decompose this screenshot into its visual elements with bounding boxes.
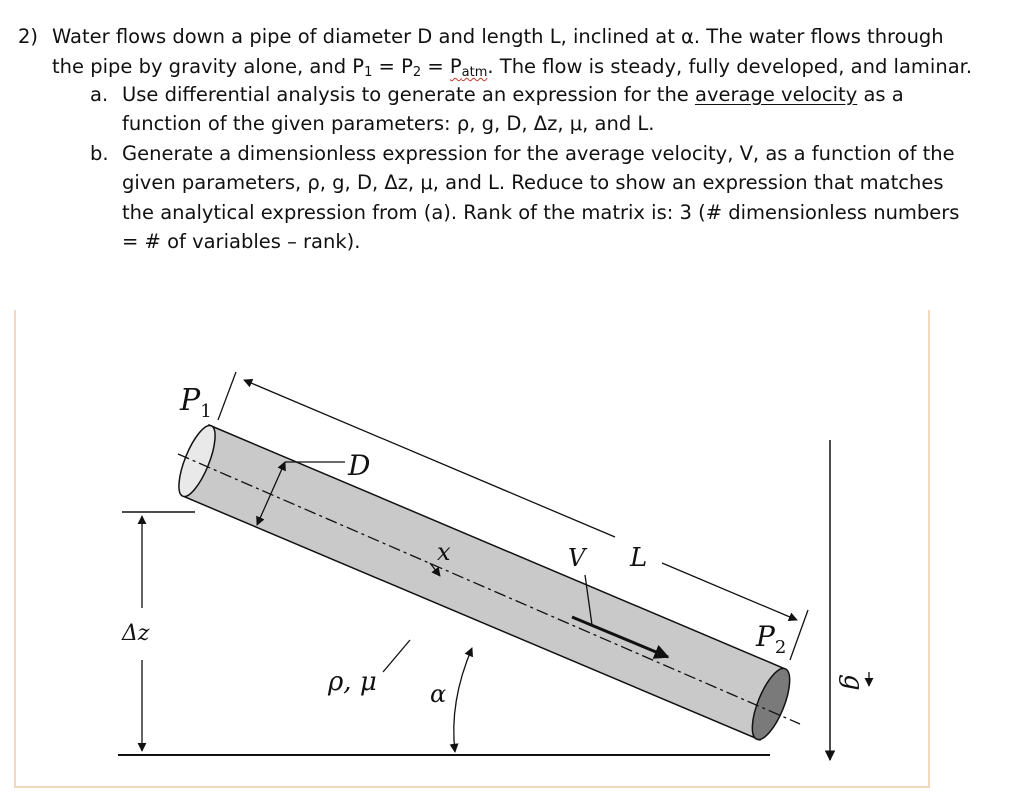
label-diameter: D (348, 449, 371, 482)
part-b-line-3: the analytical expression from (a). Rank of the matrix is: 3 (# dimensionless numbers (122, 201, 960, 224)
part-a-line-1-pre: Use differential analysis to generate an expression for the (122, 83, 695, 106)
label-x: x (437, 538, 451, 566)
label-delta-z: Δz (122, 621, 150, 646)
extension-line-left (218, 372, 236, 420)
part-b-line-1: Generate a dimensionless expression for the average velocity, V, as a function of the (122, 142, 955, 165)
patm-p: P (449, 55, 462, 78)
svg-text:g: g (838, 674, 868, 691)
alpha-arc (454, 648, 472, 752)
problem-line-1-text: Water flows down a pipe of diameter D and length L, inclined at α. The water flows through (52, 25, 944, 48)
patm-subscript: atm (461, 65, 488, 80)
label-alpha: α (430, 680, 447, 708)
part-b-line-2: given parameters, ρ, g, D, Δz, μ, and L. Reduce to show an expression that matches (122, 171, 944, 194)
problem-line-2-mid: = P (372, 55, 413, 78)
label-rho-mu: ρ, μ (328, 667, 377, 697)
label-p2: $P_2$ (756, 620, 787, 658)
problem-number: 2) (18, 25, 39, 48)
p1-subscript: 1 (364, 65, 373, 80)
pipe-centerline (178, 454, 800, 724)
problem-line-2-eq: = (421, 55, 450, 78)
pipe-body (185, 425, 783, 740)
part-a-label: a. (90, 83, 109, 106)
part-a-line-2: function of the given parameters: ρ, g, D, Δz, μ, and L. (122, 112, 655, 135)
label-length: L (630, 543, 648, 573)
part-b-line-4: = # of variables – rank). (122, 230, 361, 253)
part-b-label: b. (90, 142, 109, 165)
label-velocity: V (568, 544, 586, 572)
length-dimension-right (662, 563, 797, 620)
label-gravity (838, 672, 869, 691)
p2-subscript: 2 (412, 65, 422, 80)
part-a-line-1-post: as a (857, 83, 904, 106)
average-velocity-underlined: average velocity (695, 83, 858, 106)
problem-line-2-post: . The flow is steady, fully developed, and laminar. (487, 55, 973, 78)
label-p1: $P_1$ (180, 383, 212, 422)
problem-line-2-pre: the pipe by gravity alone, and P (52, 55, 365, 78)
rho-mu-leader (383, 640, 410, 672)
